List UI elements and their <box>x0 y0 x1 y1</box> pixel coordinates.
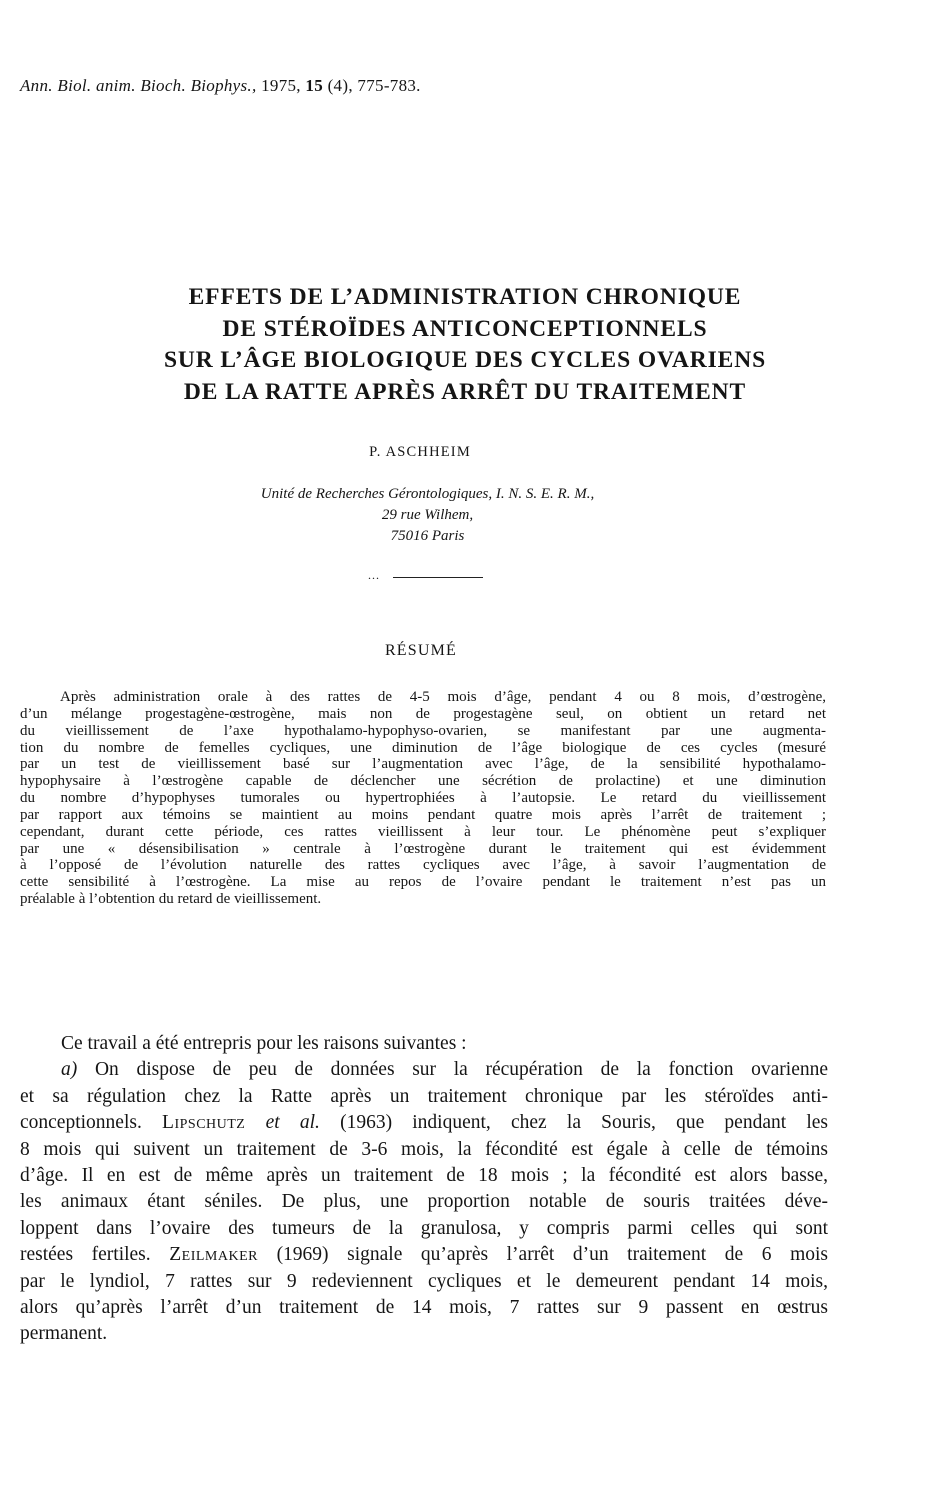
list-item-label: a) <box>61 1059 78 1081</box>
body-line: conceptionnels. Lipschutz et al. (1963) indiquent, chez la Souris, que pendant les <box>20 1112 828 1134</box>
abstract-line: Après administration orale à des rattes de 4-5 mois d’âge, pendant 4 ou 8 mois, d’œstrogène, <box>60 689 826 705</box>
body-line: les animaux étant séniles. De plus, une proportion notable de souris traitées déve- <box>20 1191 828 1213</box>
abstract-line: tion du nombre de femelles cycliques, une diminution de l’âge biologique de ces cycles (mesuré <box>20 739 826 756</box>
journal-citation <box>20 76 421 96</box>
abstract-line: du vieillissement de l’axe hypothalamo-hypophyso-ovarien, se manifestant par une augmenta- <box>20 722 826 739</box>
affiliation-line: 29 rue Wilhem, <box>381 507 474 523</box>
affiliation-line: Unité de Recherches Gérontologiques, I. N. S. E. R. M., <box>260 486 595 502</box>
volume-number: 15 <box>305 76 324 95</box>
separator-rule <box>393 577 483 578</box>
cited-author: Zeilmaker <box>169 1244 258 1266</box>
abstract-line: cette sensibilité à l’œstrogène. La mise au repos de l’ovaire pendant le traitement n’est pas un <box>20 874 826 891</box>
abstract-line: par rapport aux témoins se maintient au moins pendant quatre mois après l’arrêt de traitement ; <box>20 806 826 823</box>
abstract-line: du nombre d’hypophyses tumorales ou hypertrophiées à l’autopsie. Le retard du vieillissement <box>20 790 826 807</box>
issue-pages: (4), 775-783. <box>327 76 421 95</box>
abstract-line: hypophysaire à l’œstrogène capable de déclencher une sécrétion de prolactine) et une diminution <box>20 773 826 790</box>
abstract-heading: RÉSUMÉ <box>384 642 458 659</box>
body-line: et sa régulation chez la Ratte après un traitement chronique par les stéroïdes anti- <box>20 1085 828 1107</box>
intro-sentence: Ce travail a été entrepris pour les raisons suivantes : <box>61 1033 467 1054</box>
body-line: d’âge. Il en est de même après un traitement de 18 mois ; la fécondité est alors basse, <box>20 1164 828 1186</box>
author-affiliation <box>0 484 855 547</box>
body-line: a) On dispose de peu de données sur la récupération de la fonction ovarienne <box>61 1059 828 1081</box>
body-line: alors qu’après l’arrêt d’un traitement de 14 mois, 7 rattes sur 9 passent en œstrus <box>20 1296 828 1318</box>
abstract-line: préalable à l’obtention du retard de vieillissement. <box>20 891 322 908</box>
abstract-line: à l’opposé de l’évolution naturelle des rattes cycliques avec l’âge, à savoir l’augmentation de <box>20 857 826 874</box>
abstract-line: par un test de vieillissement basé sur l’augmentation avec l’âge, de la sensibilité hypothalamo- <box>20 756 826 773</box>
journal-name: Ann. Biol. anim. Bioch. Biophys., <box>20 76 257 95</box>
body-line: restées fertiles. Zeilmaker (1969) signale qu’après l’arrêt d’un traitement de 6 mois <box>20 1244 828 1266</box>
body-line: par le lyndiol, 7 rattes sur 9 redeviennent cycliques et le demeurent pendant 14 mois, <box>20 1270 828 1292</box>
separator-dots: ... <box>368 568 380 582</box>
title-line: SUR L’ÂGE BIOLOGIQUE DES CYCLES OVARIENS <box>163 347 767 373</box>
abstract-line: d’un mélange progestagène-œstrogène, mais non de progestagène seul, on obtient un retard net <box>20 705 826 722</box>
article-title <box>40 282 890 408</box>
body-line: permanent. <box>20 1323 108 1345</box>
title-line: DE LA RATTE APRÈS ARRÊT DU TRAITEMENT <box>183 378 747 405</box>
body-line: 8 mois qui suivent un traitement de 3-6 mois, la fécondité est égale à celle de témoins <box>20 1138 828 1160</box>
title-line: EFFETS DE L’ADMINISTRATION CHRONIQUE <box>188 284 742 310</box>
abstract-line: par une « désensibilisation » centrale à l’œstrogène durant le traitement qui est évidemment <box>20 840 826 857</box>
abstract-line: cependant, durant cette période, ces rattes vieillissent à leur tour. Le phénomène peut s’expliquer <box>20 823 826 840</box>
body-text <box>20 1031 828 1348</box>
body-line: loppent dans l’ovaire des tumeurs de la granulosa, y compris parmi celles qui sont <box>20 1217 828 1239</box>
affiliation-line: 75016 Paris <box>390 528 465 544</box>
cited-author: Lipschutz <box>162 1112 246 1134</box>
abstract-paragraph <box>20 689 826 908</box>
publication-year: 1975, <box>261 76 301 95</box>
et-al: et al. <box>265 1112 320 1134</box>
author-name: P. ASCHHEIM <box>369 444 471 460</box>
title-line: DE STÉROÏDES ANTICONCEPTIONNELS <box>222 315 708 342</box>
